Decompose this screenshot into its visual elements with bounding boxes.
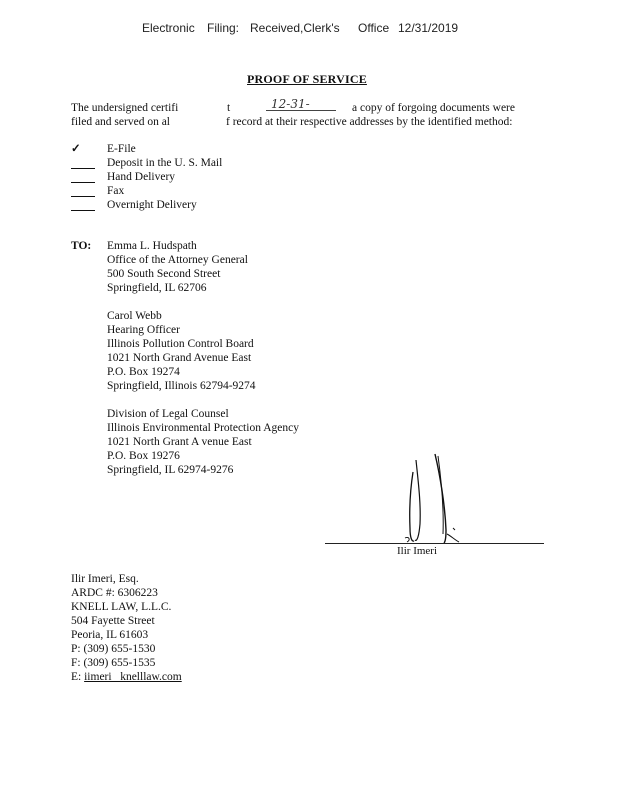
recipient-block-2 <box>107 309 256 393</box>
to-label: TO: <box>71 240 92 252</box>
method-hand: Hand Delivery <box>107 171 176 183</box>
header-received: Received,Clerk's <box>250 21 340 35</box>
method-overnight: Overnight Delivery <box>107 199 197 211</box>
header-filing: Filing: <box>207 21 240 35</box>
method-blank-overnight <box>71 210 95 211</box>
signer-firm: KNELL LAW, L.L.C. <box>71 601 172 613</box>
recipient-line: Illinois Pollution Control Board <box>107 338 254 350</box>
recipient-line: Carol Webb <box>107 310 162 322</box>
header-office: Office <box>358 21 390 35</box>
intro-line1-b: t <box>227 102 231 114</box>
intro-line1-a: The undersigned certifi <box>71 102 179 114</box>
signature-image <box>395 450 470 546</box>
signer-ardc: ARDC #: 6306223 <box>71 587 158 599</box>
recipient-line: Office of the Attorney General <box>107 254 248 266</box>
method-blank-hand <box>71 182 95 183</box>
intro-line1-c: a copy of forgoing documents were <box>352 102 515 114</box>
recipient-line: 1021 North Grand Avenue East <box>107 352 252 364</box>
signer-fax: F: (309) 655-1535 <box>71 657 156 669</box>
recipient-block-3 <box>107 407 299 477</box>
efile-checkmark: ✓ <box>71 143 81 155</box>
recipient-line: 500 South Second Street <box>107 268 221 280</box>
recipient-line: Springfield, IL 62974-9276 <box>107 464 234 476</box>
signer-email-label: E: <box>71 671 82 683</box>
recipient-line: Illinois Environmental Protection Agency <box>107 422 299 434</box>
method-blank-fax <box>71 196 95 197</box>
recipient-line: P.O. Box 19274 <box>107 366 180 378</box>
recipient-line: Emma L. Hudspath <box>107 240 197 252</box>
signer-phone: P: (309) 655-1530 <box>71 643 156 655</box>
recipient-line: 1021 North Grant A venue East <box>107 436 252 448</box>
method-blank-mail <box>71 168 95 169</box>
date-blank-line <box>266 110 336 111</box>
method-efile: E-File <box>107 143 136 155</box>
intro-line2-a: filed and served on al <box>71 116 170 128</box>
page-title: PROOF OF SERVICE <box>247 72 367 86</box>
recipient-line: Hearing Officer <box>107 324 180 336</box>
recipient-line: Springfield, IL 62706 <box>107 282 207 294</box>
header-date: 12/31/2019 <box>398 21 459 35</box>
recipient-line: P.O. Box 19276 <box>107 450 180 462</box>
recipient-block-1 <box>107 239 248 295</box>
handwritten-date: 12-31- <box>271 97 310 111</box>
recipient-line: Division of Legal Counsel <box>107 408 229 420</box>
signature-line <box>325 543 544 544</box>
method-mail: Deposit in the U. S. Mail <box>107 157 223 169</box>
signer-email-link[interactable]: iimeri_ knelllaw.com <box>84 671 182 683</box>
signer-name: Ilir Imeri, Esq. <box>71 573 139 585</box>
signer-city: Peoria, IL 61603 <box>71 629 149 641</box>
method-fax: Fax <box>107 185 125 197</box>
recipient-line: Springfield, Illinois 62794-9274 <box>107 380 256 392</box>
header-electronic: Electronic <box>142 21 195 35</box>
signature-name: Ilir Imeri <box>397 545 438 557</box>
signer-email-row <box>71 670 182 684</box>
signer-street: 504 Fayette Street <box>71 615 155 627</box>
intro-line2-b: f record at their respective addresses by the identified method: <box>226 116 513 128</box>
signer-block <box>71 572 182 684</box>
